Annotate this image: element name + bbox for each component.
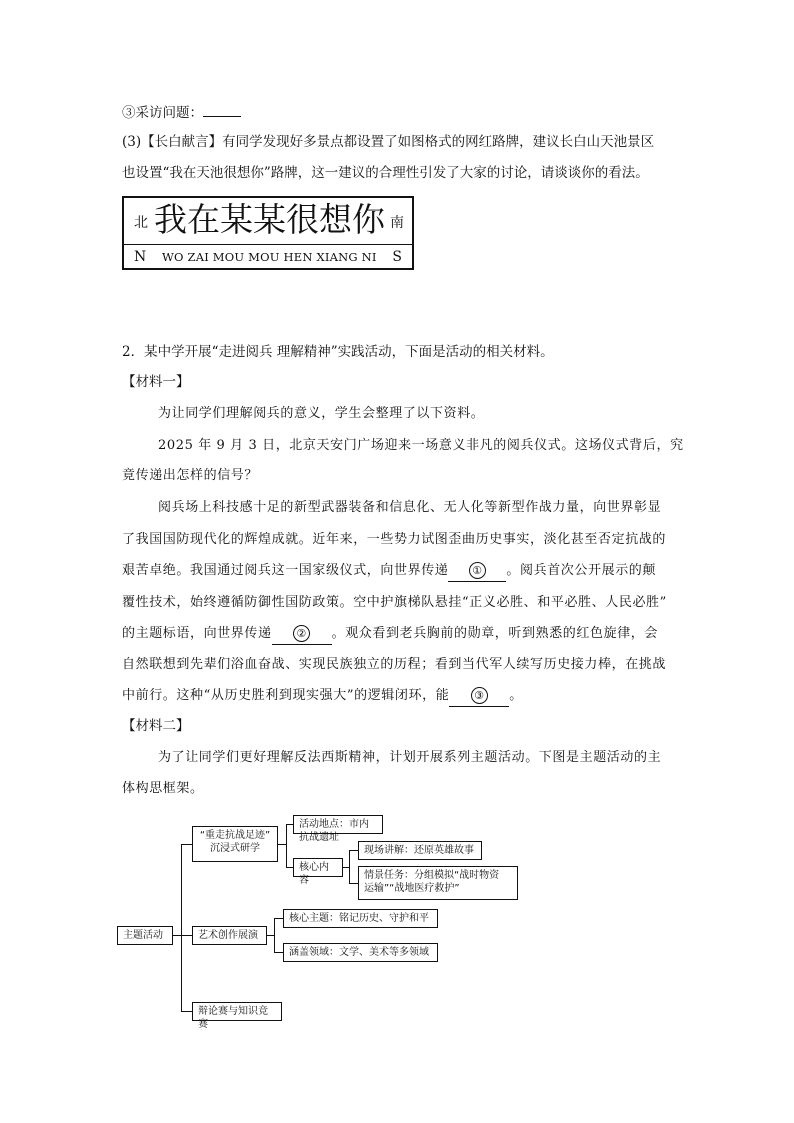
q2-intro: 2．某中学开展“走进阅兵 理解精神”实践活动，下面是活动的相关材料。 bbox=[122, 344, 554, 360]
q3-line-2: 也设置“我在天池很想你”路牌，这一建议的合理性引发了大家的讨论，请谈谈你的看法。 bbox=[122, 165, 649, 181]
sign-pinyin: WO ZAI MOU MOU HEN XIANG NI bbox=[162, 250, 377, 264]
m1-p3-l6: 自然联想到先辈们浴血奋战、实现民族独立的历程；看到当代军人续写历史接力棒，在挑战 bbox=[122, 657, 667, 672]
interview-question-label: ③采访问题： bbox=[122, 102, 241, 123]
mm-scope: 涵盖领域：文学、美术等多领域 bbox=[283, 943, 438, 962]
blank-3[interactable]: ③ bbox=[449, 686, 509, 707]
mm-connector bbox=[173, 935, 181, 936]
road-sign-figure bbox=[122, 196, 414, 270]
mm-connector bbox=[181, 844, 182, 1012]
mm-connector bbox=[274, 918, 283, 919]
m2-l2: 体构思框架。 bbox=[122, 781, 204, 796]
m1-p3-l4: 覆性技术，始终遵循防御性国防政策。空中护旗梯队悬挂“正义必胜、和平必胜、人民必胜” bbox=[122, 595, 667, 610]
mm-connector bbox=[267, 935, 274, 936]
mm-connector bbox=[274, 918, 275, 953]
m1-p1: 为让同学们理解阅兵的意义，学生会整理了以下资料。 bbox=[158, 406, 485, 421]
m1-p3-l3: 艰苦卓绝。我国通过阅兵这一国家级仪式，向世界传递 ① 。阅兵首次公开展示的颠 bbox=[122, 561, 656, 582]
mm-connector bbox=[278, 844, 286, 845]
mm-branch-debate-quiz: 辩论赛与知识竞赛 bbox=[192, 1002, 282, 1021]
mm-connector bbox=[349, 850, 358, 851]
material1-title: 【材料一】 bbox=[122, 374, 190, 390]
mm-activity-place: 活动地点：市内抗战遗址 bbox=[293, 815, 383, 834]
answer-blank[interactable] bbox=[203, 102, 241, 117]
sign-top-row bbox=[124, 198, 412, 245]
mm-connector bbox=[274, 952, 283, 953]
sign-main-text: 我在某某很想你 bbox=[154, 200, 385, 239]
m1-p3-l5: 的主题标语，向世界传递 ② 。观众看到老兵胸前的勋章，听到熟悉的红色旋律，会 bbox=[122, 624, 658, 645]
mm-branch-study-tour: “重走抗战足迹” 沉浸式研学 bbox=[192, 826, 278, 862]
mm-core-theme: 核心主题：铭记历史、守护和平 bbox=[283, 909, 438, 928]
material2-title: 【材料二】 bbox=[122, 718, 190, 734]
mm-connector bbox=[181, 1011, 192, 1012]
sign-south-cn: 南 bbox=[390, 215, 404, 231]
m1-p2-l2: 竟传递出怎样的信号？ bbox=[122, 468, 259, 483]
m1-p3-l1: 阅兵场上科技感十足的新型武器装备和信息化、无人化等新型作战力量，向世界彰显 bbox=[158, 500, 662, 515]
m1-p2-l1: 2025 年 9 月 3 日，北京天安门广场迎来一场意义非凡的阅兵仪式。这场仪式背后，究 bbox=[158, 438, 684, 453]
mm-connector bbox=[286, 824, 293, 825]
q3-line-1: (3)【长白献言】有同学发现好多景点都设置了如图格式的网红路牌，建议长白山天池景区 bbox=[122, 134, 655, 150]
mm-connector bbox=[286, 867, 293, 868]
sign-bottom-row bbox=[124, 245, 412, 269]
blank-2[interactable]: ② bbox=[272, 624, 332, 645]
mm-connector bbox=[286, 824, 287, 868]
m1-p3-l2: 了我国国防现代化的辉煌成就。近年来，一些势力试图歪曲历史事实，淡化甚至否定抗战的 bbox=[122, 532, 667, 547]
mm-onsite-explanation: 现场讲解：还原英雄故事 bbox=[358, 841, 482, 860]
mm-connector bbox=[349, 883, 358, 884]
mm-scenario-task: 情景任务：分组模拟“战时物资 运输”“战地医疗救护” bbox=[358, 866, 518, 900]
sign-south-en: S bbox=[392, 249, 402, 265]
blank-1[interactable]: ① bbox=[448, 561, 506, 582]
mm-connector bbox=[181, 844, 192, 845]
mm-branch-art-show: 艺术创作展演 bbox=[192, 926, 267, 945]
mm-connector bbox=[181, 935, 192, 936]
mm-connector bbox=[349, 850, 350, 884]
sign-north-en: N bbox=[134, 249, 147, 265]
m1-p3-l7: 中前行。这种“从历史胜利到现实强大”的逻辑闭环，能 ③ 。 bbox=[122, 686, 523, 707]
mm-core-content: 核心内容 bbox=[293, 858, 343, 877]
m2-l1: 为了让同学们更好理解反法西斯精神，计划开展系列主题活动。下图是主题活动的主 bbox=[158, 750, 662, 765]
mm-root: 主题活动 bbox=[117, 926, 173, 945]
sign-north-cn: 北 bbox=[134, 215, 148, 231]
